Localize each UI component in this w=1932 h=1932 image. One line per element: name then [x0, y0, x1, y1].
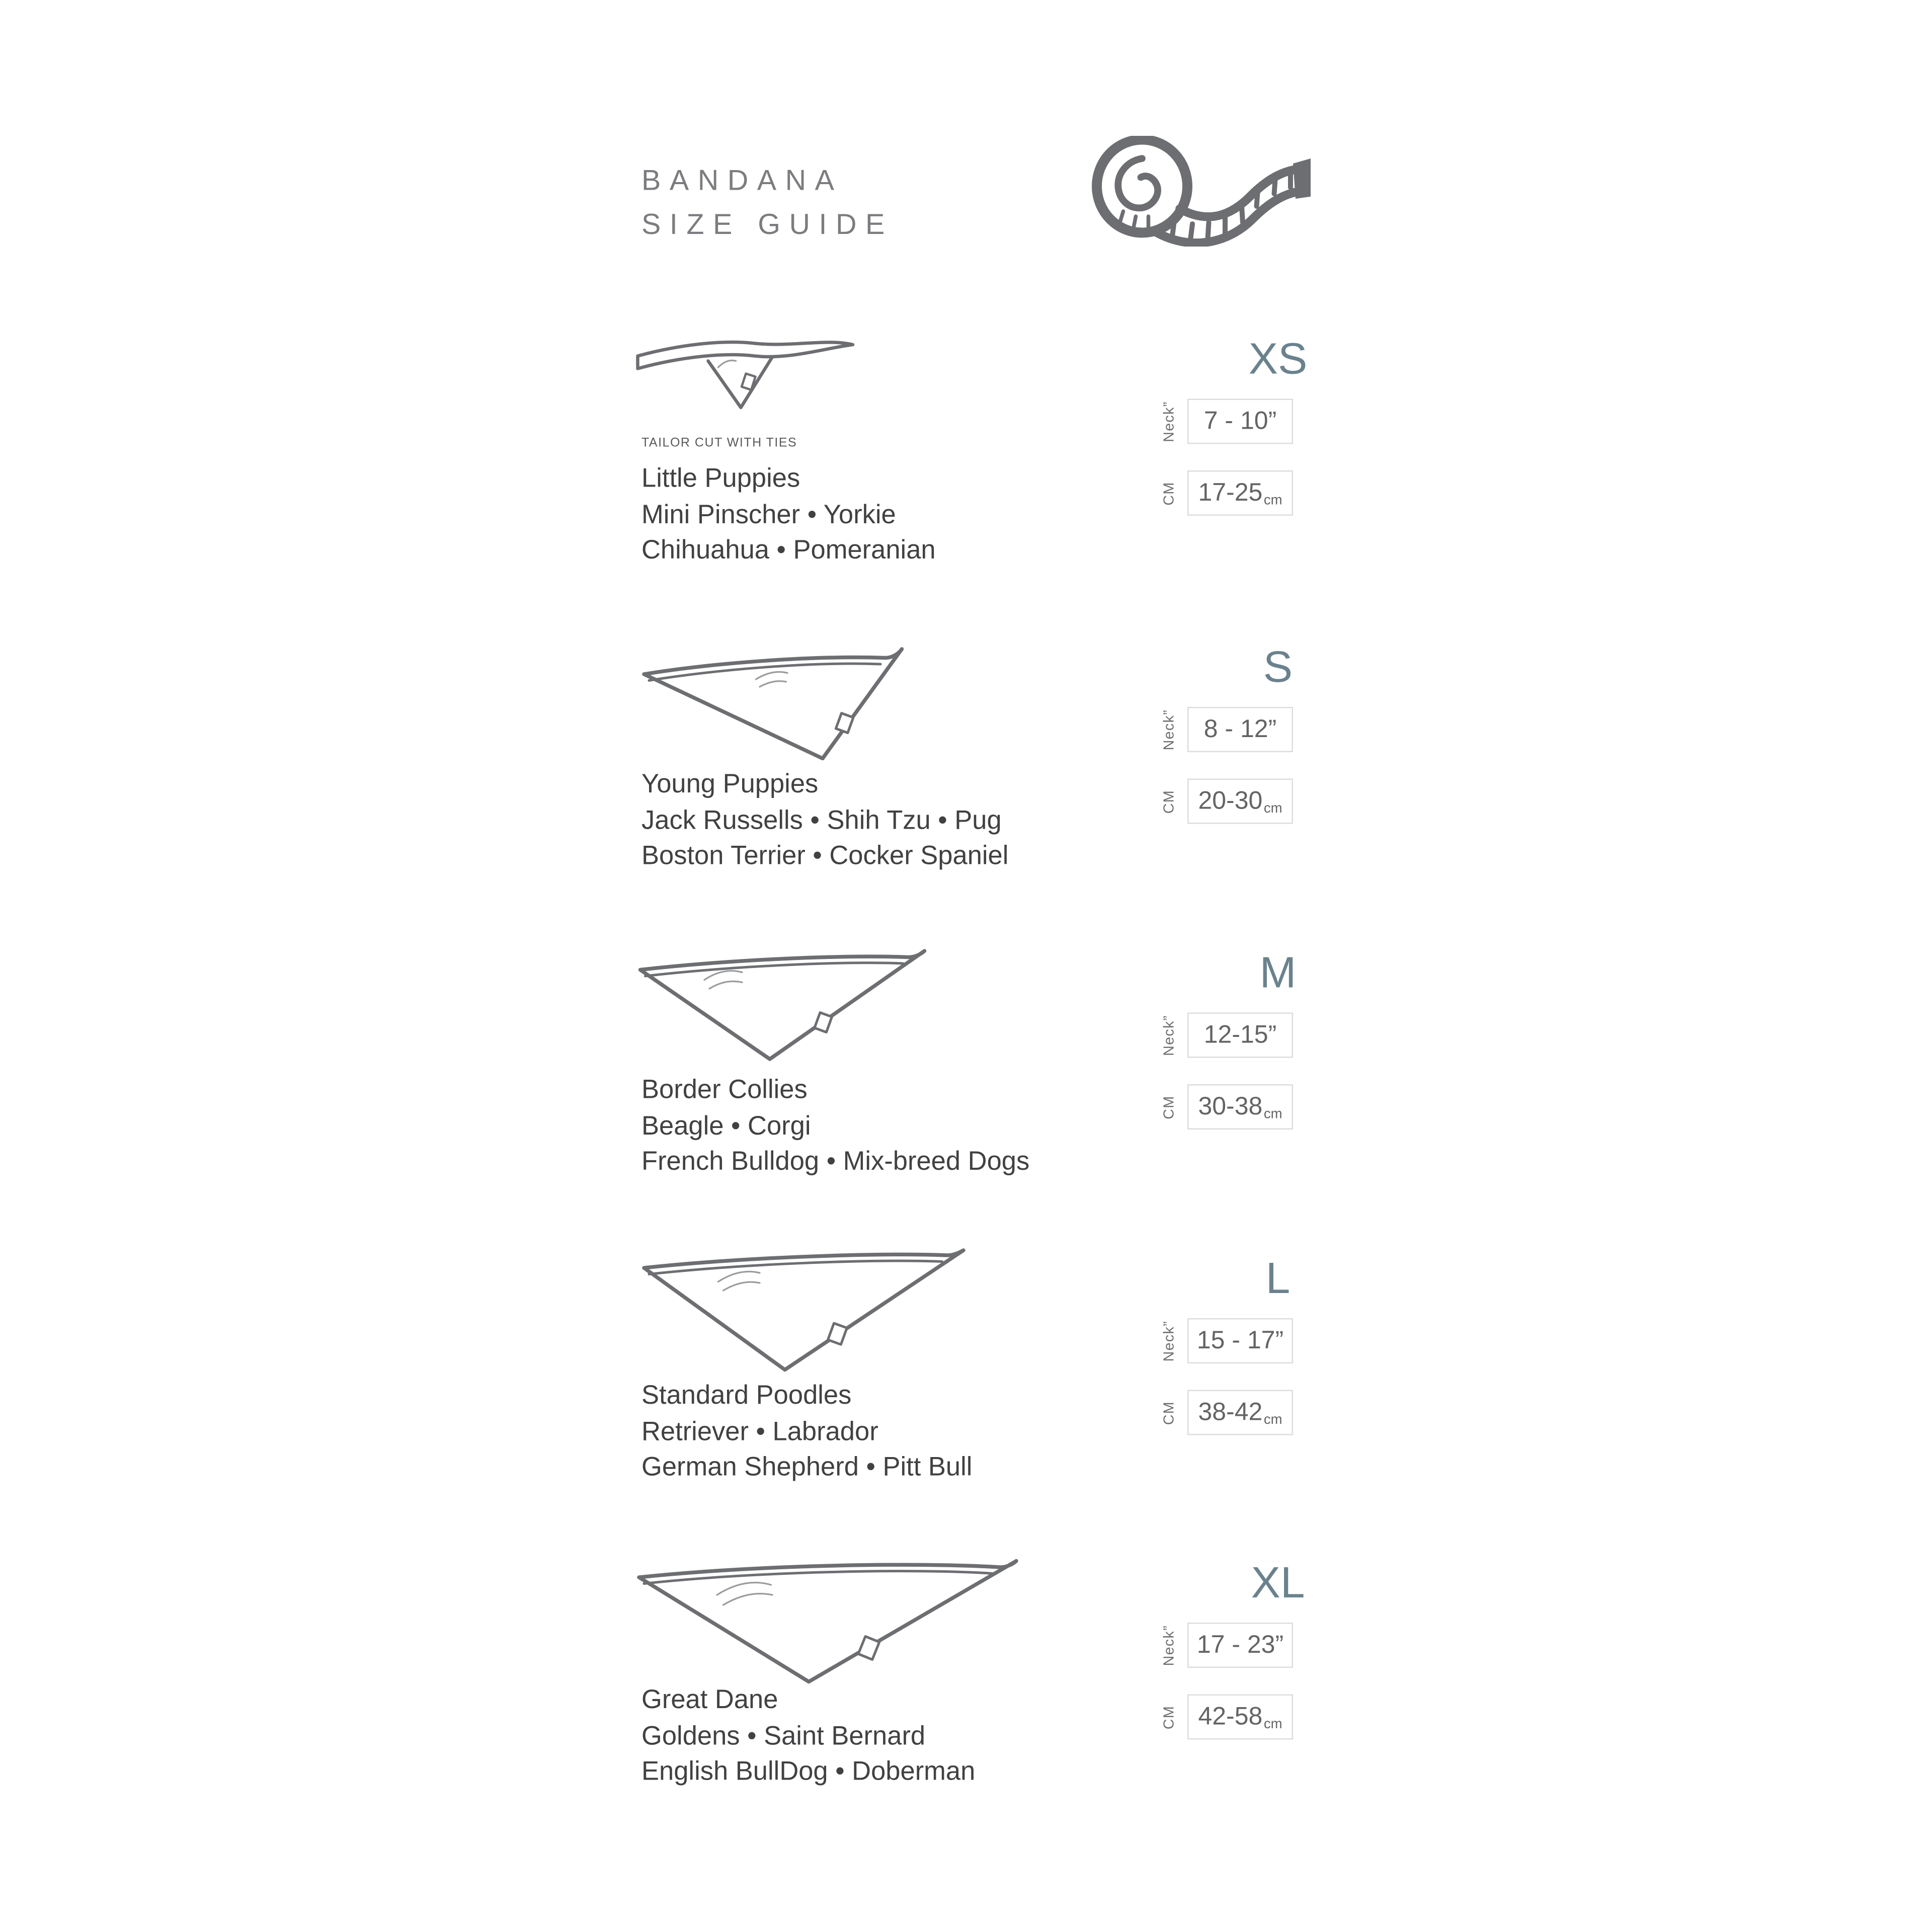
breed-line: Chihuahua • Pomeranian [641, 536, 936, 565]
neck-unit-label: Neck” [1162, 709, 1177, 750]
breed-line: German Shepherd • Pitt Bull [641, 1453, 973, 1482]
bandana-l-illustration [638, 1250, 968, 1375]
neck-measurement [1162, 1013, 1293, 1058]
breed-line: Goldens • Saint Bernard [641, 1721, 926, 1750]
bandana-m-illustration [635, 951, 929, 1064]
neck-cm-value: 20-30 [1198, 786, 1263, 815]
cm-suffix: cm [1263, 493, 1282, 508]
size-row-xs [0, 327, 1932, 635]
cm-unit-label: CM [1162, 481, 1177, 505]
neck-cm-value: 42-58 [1198, 1702, 1263, 1730]
size-row-xl [0, 1551, 1932, 1860]
cm-measurement [1162, 1695, 1293, 1740]
neck-measurement-box [1187, 399, 1293, 444]
cm-suffix: cm [1263, 801, 1282, 817]
size-label-xs: XS [1248, 335, 1308, 384]
breed-line: Little Puppies [641, 464, 800, 493]
cm-unit-label: CM [1162, 1400, 1177, 1425]
size-label-s: S [1263, 642, 1293, 692]
breed-list [641, 767, 1008, 875]
breed-line: Mini Pinscher • Yorkie [641, 500, 896, 529]
breed-line: English BullDog • Doberman [641, 1757, 976, 1786]
neck-inches-value: 17 - 23” [1196, 1631, 1284, 1659]
cm-measurement-box [1187, 1695, 1293, 1740]
neck-inches-value: 8 - 12” [1203, 715, 1277, 743]
cm-unit-label: CM [1162, 789, 1177, 814]
breed-line: Boston Terrier • Cocker Spaniel [641, 841, 1009, 870]
bandana-xl-illustration [634, 1561, 1019, 1687]
cm-measurement [1162, 1084, 1293, 1130]
size-row-m [0, 941, 1932, 1249]
breed-line: Great Dane [641, 1685, 778, 1715]
cm-suffix: cm [1263, 1412, 1282, 1428]
neck-measurement-box [1187, 1318, 1293, 1363]
page-title-line1: BANDANA [641, 164, 843, 196]
size-label-xl: XL [1251, 1558, 1305, 1607]
cm-measurement-box [1187, 1390, 1293, 1435]
neck-measurement [1162, 399, 1293, 444]
neck-measurement-box [1187, 1623, 1293, 1668]
breed-line: Young Puppies [641, 770, 819, 799]
measuring-tape-icon [1089, 136, 1311, 247]
breed-list [641, 1379, 972, 1486]
size-label-l: L [1265, 1254, 1291, 1303]
breed-list [641, 462, 936, 570]
neck-measurement [1162, 1318, 1293, 1363]
neck-inches-value: 7 - 10” [1203, 407, 1277, 435]
tailor-cut-note: TAILOR CUT WITH TIES [641, 436, 797, 450]
breed-list [641, 1073, 1029, 1181]
neck-unit-label: Neck” [1162, 400, 1177, 442]
breed-line: Retriever • Labrador [641, 1417, 878, 1446]
neck-inches-value: 12-15” [1203, 1020, 1277, 1049]
neck-inches-value: 15 - 17” [1196, 1326, 1284, 1354]
size-row-l [0, 1247, 1932, 1555]
bandana-s-illustration [638, 648, 906, 764]
cm-measurement-box [1187, 779, 1293, 824]
breed-line: Standard Poodles [641, 1381, 852, 1410]
breed-line: Jack Russells • Shih Tzu • Pug [641, 806, 1002, 835]
cm-measurement-box [1187, 470, 1293, 516]
page-title-line2: SIZE GUIDE [641, 207, 894, 240]
cm-suffix: cm [1263, 1717, 1282, 1732]
neck-cm-value: 38-42 [1198, 1398, 1263, 1426]
cm-unit-label: CM [1162, 1095, 1177, 1119]
cm-measurement [1162, 1390, 1293, 1435]
breed-line: French Bulldog • Mix-breed Dogs [641, 1147, 1030, 1176]
neck-cm-value: 17-25 [1198, 478, 1263, 507]
neck-measurement-box [1187, 1013, 1293, 1058]
neck-measurement-box [1187, 707, 1293, 752]
cm-measurement-box [1187, 1084, 1293, 1130]
neck-cm-value: 30-38 [1198, 1092, 1263, 1120]
cm-suffix: cm [1263, 1107, 1282, 1122]
neck-measurement [1162, 707, 1293, 752]
neck-unit-label: Neck” [1162, 1625, 1177, 1666]
page-title [641, 158, 894, 247]
neck-unit-label: Neck” [1162, 1320, 1177, 1361]
breed-line: Border Collies [641, 1075, 808, 1104]
cm-measurement [1162, 779, 1293, 824]
bandana-xs-illustration [635, 332, 856, 410]
breed-line: Beagle • Corgi [641, 1111, 811, 1141]
neck-unit-label: Neck” [1162, 1014, 1177, 1056]
cm-measurement [1162, 470, 1293, 516]
breed-list [641, 1683, 975, 1791]
cm-unit-label: CM [1162, 1705, 1177, 1729]
neck-measurement [1162, 1623, 1293, 1668]
size-label-m: M [1259, 948, 1297, 998]
size-row-s [0, 635, 1932, 944]
